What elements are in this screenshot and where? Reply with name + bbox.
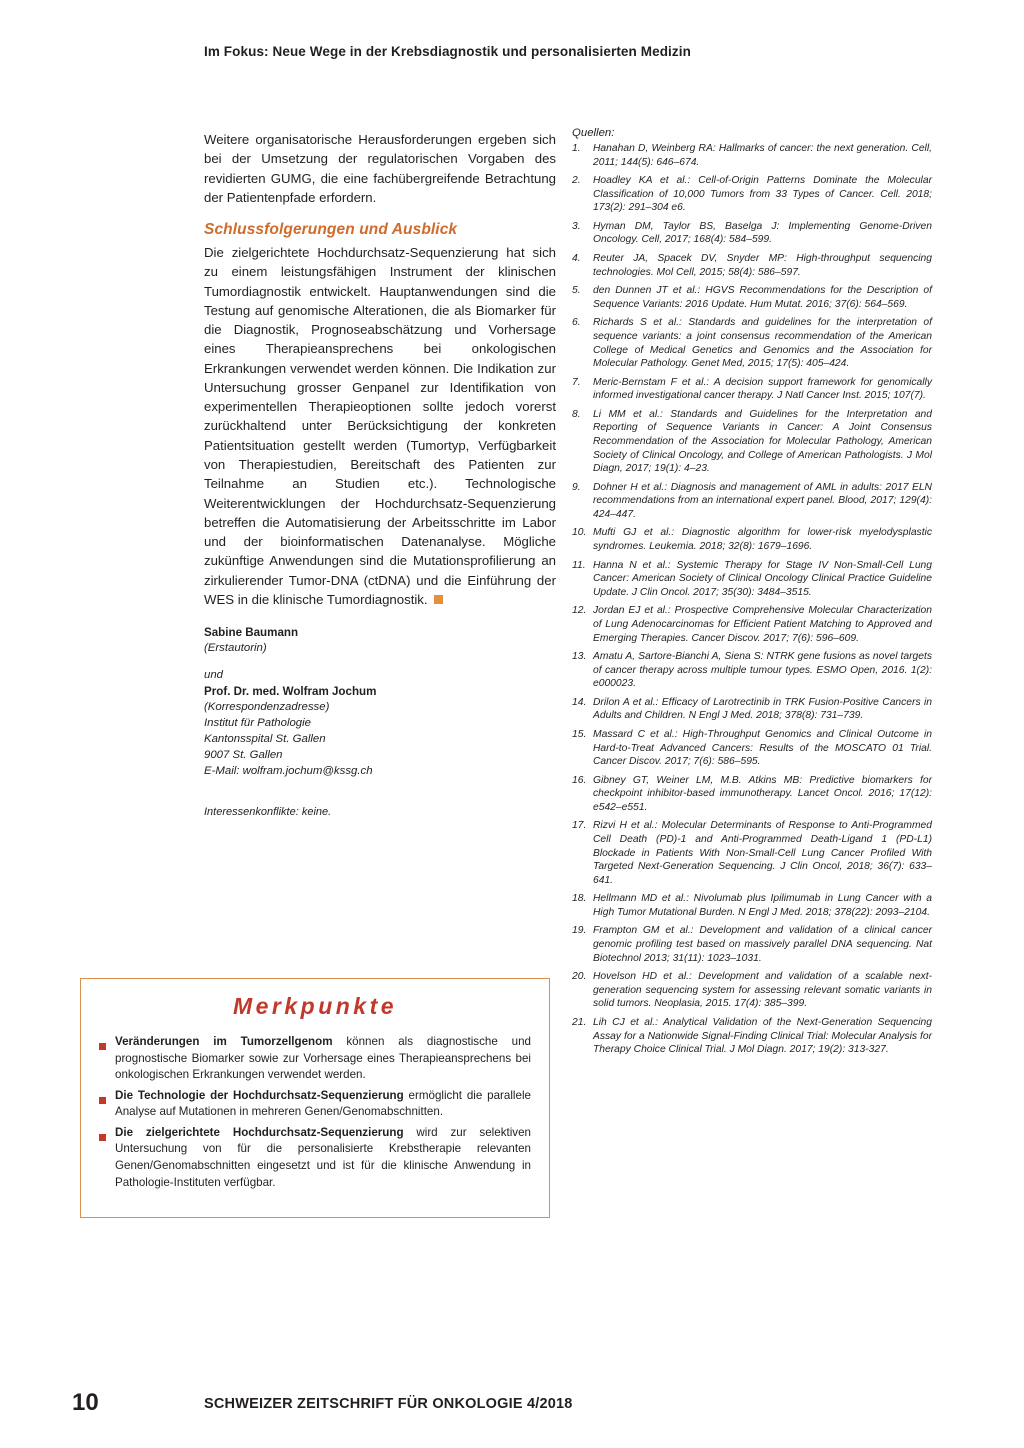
reference-text: Gibney GT, Weiner LM, M.B. Atkins MB: Predictive biomarkers for checkpoint inhibitor-based immunotherapy. Lancet Oncol. 2016; 17(12): e542–e551. bbox=[593, 774, 932, 813]
reference-text: Amatu A, Sartore-Bianchi A, Siena S: NTRK gene fusions as novel targets of cancer therapy across multiple tumour types. ESMO Open, 2016. 1(2): e000023. bbox=[593, 651, 932, 690]
reference-number: 3. bbox=[572, 220, 581, 232]
merkpunkte-text bbox=[115, 1034, 531, 1084]
journal-title-footer: SCHWEIZER ZEITSCHRIFT FÜR ONKOLOGIE 4/2018 bbox=[204, 1396, 573, 1412]
reference-number: 13. bbox=[572, 651, 587, 663]
reference-item bbox=[572, 728, 932, 769]
reference-text: Lih CJ et al.: Analytical Validation of the Next-Generation Sequencing Assay for a Nationwide Signal-Finding Clinical Trial: Molecular Analysis for Therapy Choice Clinical Trial. J Mol Diagn. 2017; 19(2): 313-327. bbox=[593, 1016, 932, 1056]
reference-text: Hovelson HD et al.: Development and validation of a scalable next-generation sequencing system for assessing relevant somatic variants in solid tumors. Neoplasia, 2015. 17(4): 385–399. bbox=[593, 971, 932, 1010]
reference-item bbox=[572, 481, 932, 522]
merkpunkte-text bbox=[115, 1125, 531, 1191]
reference-text: Dohner H et al.: Diagnosis and management of AML in adults: 2017 ELN recommendations from an international expert panel. Blood, 2017; 129(4): 424–447. bbox=[593, 481, 932, 520]
reference-text: Hanahan D, Weinberg RA: Hallmarks of cancer: the next generation. Cell, 2011; 144(5): 646–674. bbox=[593, 143, 932, 168]
reference-text: den Dunnen JT et al.: HGVS Recommendations for the Description of Sequence Variants: 2016 Update. Hum Mutat. 2016; 37(6): 564–569. bbox=[593, 285, 932, 310]
author-institute: Institut für Pathologie bbox=[204, 717, 312, 730]
reference-item bbox=[572, 696, 932, 723]
reference-item bbox=[572, 376, 932, 403]
conclusion-paragraph bbox=[204, 243, 556, 609]
square-bullet-icon bbox=[99, 1034, 115, 1084]
reference-list bbox=[572, 142, 932, 1057]
reference-number: 20. bbox=[572, 971, 587, 983]
merkpunkte-lead: Die zielgerichtete Hochdurchsatz-Sequenzierung bbox=[115, 1125, 404, 1139]
author-connector: und bbox=[204, 669, 224, 682]
reference-item bbox=[572, 252, 932, 279]
merkpunkte-body: können als diagnostische und prognostische Biomarker sowie zur Vorhersage eines Therapieansprechens bei onkologischen Erkrankungen verwendet werden. bbox=[115, 1035, 531, 1082]
reference-text: Rizvi H et al.: Molecular Determinants of Response to Anti-Programmed Cell Death (PD)-1 and Anti-Programmed Death-Ligand 1 (PD-L1) Blockade in Patients With Non-Small-Cell Lung Cancer Profiled With Targeted Next-Generation Sequencing. J Clin Oncol, 2018; 36(7): 633–641. bbox=[593, 820, 932, 886]
reference-item bbox=[572, 650, 932, 691]
reference-text: Meric-Bernstam F et al.: A decision support framework for genomically informed investigational cancer therapy. J Natl Cancer Inst. 2015; 107(7). bbox=[593, 376, 932, 402]
reference-text: Reuter JA, Spacek DV, Snyder MP: High-throughput sequencing technologies. Mol Cell, 2015; 58(4): 586–597. bbox=[593, 253, 932, 278]
reference-item bbox=[572, 284, 932, 311]
merkpunkte-title: Merkpunkte bbox=[232, 993, 398, 1019]
merkpunkte-item bbox=[99, 1125, 531, 1191]
reference-number: 9. bbox=[572, 481, 581, 493]
reference-item bbox=[572, 174, 932, 215]
references-heading: Quellen: bbox=[572, 127, 615, 139]
reference-text: Mufti GJ et al.: Diagnostic algorithm for lower-risk myelodysplastic syndromes. Leukemia. 2018; 32(8): 1679–1696. bbox=[593, 527, 932, 553]
merkpunkte-item bbox=[99, 1088, 531, 1121]
reference-text: Massard C et al.: High-Throughput Genomics and Clinical Outcome in Hard-to-Treat Advanced Cancers: Results of the MOSCATO 01 Trial. Cancer Discov. 2017; 7(6): 586–595. bbox=[593, 728, 932, 768]
reference-text: Hoadley KA et al.: Cell-of-Origin Patterns Dominate the Molecular Classification of 10,000 Tumors from 33 Types of Cancer. Cell. 2018; 173(2): 291–304 e6. bbox=[593, 175, 932, 214]
merkpunkte-text bbox=[115, 1088, 531, 1121]
reference-text: Hellmann MD et al.: Nivolumab plus Ipilimumab in Lung Cancer with a High Tumor Mutational Burden. N Engl J Med. 2018; 378(22): 2093–2104. bbox=[593, 893, 932, 918]
reference-number: 1. bbox=[572, 143, 581, 154]
merkpunkte-list bbox=[99, 1034, 531, 1191]
reference-number: 19. bbox=[572, 925, 587, 937]
reference-item bbox=[572, 526, 932, 553]
merkpunkte-item bbox=[99, 1034, 531, 1084]
reference-text: Drilon A et al.: Efficacy of Larotrectinib in TRK Fusion-Positive Cancers in Adults and Children. N Engl J Med. 2018; 378(8): 731–739. bbox=[593, 696, 932, 722]
reference-item bbox=[572, 970, 932, 1011]
corresponding-author-role: (Korrespondenzadresse) bbox=[204, 701, 330, 714]
reference-number: 21. bbox=[572, 1016, 587, 1028]
reference-number: 2. bbox=[572, 175, 581, 187]
merkpunkte-lead: Veränderungen im Tumorzellgenom bbox=[115, 1035, 333, 1048]
reference-number: 16. bbox=[572, 774, 587, 786]
reference-text: Frampton GM et al.: Development and validation of a clinical cancer genomic profiling test based on massively parallel DNA sequencing. Nat Biotechnol 2013; 31(11): 1023–1031. bbox=[593, 925, 932, 964]
end-of-article-square-icon bbox=[434, 595, 443, 604]
author-address: 9007 St. Gallen bbox=[204, 749, 283, 762]
reference-number: 4. bbox=[572, 253, 581, 265]
corresponding-author-name: Prof. Dr. med. Wolfram Jochum bbox=[204, 685, 377, 699]
reference-item bbox=[572, 1016, 932, 1057]
reference-item bbox=[572, 774, 932, 815]
author-block bbox=[204, 625, 556, 780]
reference-item bbox=[572, 892, 932, 919]
references-column bbox=[572, 127, 932, 1062]
intro-paragraph: Weitere organisatorische Herausforderungen ergeben sich bei der Umsetzung der regulatorischen Vorgaben des revidierten GUMG, die eine fachübergreifende Betrachtung der Patientenpfade erfordern. bbox=[204, 132, 556, 205]
first-author-role: (Erstautorin) bbox=[204, 642, 267, 655]
reference-number: 5. bbox=[572, 285, 581, 297]
reference-number: 18. bbox=[572, 893, 587, 905]
reference-item bbox=[572, 316, 932, 370]
reference-item bbox=[572, 604, 932, 645]
reference-item bbox=[572, 220, 932, 247]
reference-item bbox=[572, 142, 932, 169]
reference-number: 8. bbox=[572, 408, 581, 420]
merkpunkte-lead: Die Technologie der Hochdurchsatz-Sequenzierung bbox=[115, 1088, 404, 1102]
reference-text: Hanna N et al.: Systemic Therapy for Stage IV Non-Small-Cell Lung Cancer: American Society of Clinical Oncology Clinical Practice Guideline Update. J Clin Oncol. 2017; 35(30): 3484–3515. bbox=[593, 559, 932, 598]
reference-text: Jordan EJ et al.: Prospective Comprehensive Molecular Characterization of Lung Adenocarcinomas for Efficient Patient Matching to Approved and Emerging Therapies. Cancer Discov. 2017; 7(6): 596–609. bbox=[593, 605, 932, 644]
reference-item bbox=[572, 819, 932, 887]
merkpunkte-box bbox=[80, 978, 550, 1218]
page-number: 10 bbox=[72, 1389, 99, 1416]
author-spacer bbox=[204, 657, 556, 668]
conclusion-text: Die zielgerichtete Hochdurchsatz-Sequenzierung hat sich zu einem leistungsfähigen Instrument der klinischen Tumordiagnostik entwickelt. Hauptanwendungen sind die Testung auf genomische Alterationen, die als Biomarker für die Diagnostik, Prognoseabschätzung und Vorhersage eines Therapieansprechens bei onkologischen Erkrankungen verwendet werden können. Die Indikation zur Untersuchung grosser Genpanel zur Identifikation von experimentellen Therapieoptionen sollte jedoch vorerst zurückhaltend unter Berücksichtigung der konkreten Patientsituation gestellt werden (Tumortyp, Verfügbarkeit von Therapiestudien, Bereitschaft des Patienten zur Teilnahme an Studien etc.). Technologische Weiterentwicklungen der Hochdurchsatz-Sequenzierung betreffen die Automatisierung der Arbeitsschritte im Labor und der bioinformatischen Datenanalyse. Mögliche zukünftige Anwendungen sind die Mutationsprofilierung an zirkulierender Tumor-DNA (ctDNA) und die Einführung der WES in die klinische Tumordiagnostik. bbox=[204, 245, 556, 607]
reference-number: 6. bbox=[572, 317, 581, 329]
merkpunkte-body: wird zur selektiven Untersuchung von für die personalisierte Krebstherapie relevanten Genen/Genomabschnitten eingesetzt und ist für die klinische Anwendung in Pathologie-Instituten verfügbar. bbox=[115, 1125, 531, 1189]
reference-number: 15. bbox=[572, 728, 587, 740]
left-column bbox=[204, 130, 556, 818]
square-bullet-icon bbox=[99, 1125, 115, 1191]
reference-number: 17. bbox=[572, 820, 587, 832]
reference-item bbox=[572, 559, 932, 600]
reference-number: 10. bbox=[572, 527, 587, 539]
author-hospital: Kantonsspital St. Gallen bbox=[204, 733, 326, 746]
running-head: Im Fokus: Neue Wege in der Krebsdiagnostik und personalisierten Medizin bbox=[204, 44, 691, 59]
reference-text: Li MM et al.: Standards and Guidelines for the Interpretation and Reporting of Sequence Variants in Cancer: A Joint Consensus Recommendation of the Association for Molecular Pathology, American Society of Clinical Oncology, and College of American Pathologists. J Mol Diagn, 2017; 19(1): 4–23. bbox=[593, 408, 932, 475]
reference-number: 14. bbox=[572, 696, 587, 708]
first-author-name: Sabine Baumann bbox=[204, 626, 299, 640]
section-title: Schlussfolgerungen und Ausblick bbox=[204, 221, 458, 239]
reference-number: 7. bbox=[572, 376, 581, 388]
reference-number: 11. bbox=[572, 559, 586, 571]
merkpunkte-body: ermöglicht die parallele Analyse auf Mutationen in mehreren Genen/Genomabschnitten. bbox=[115, 1088, 531, 1119]
reference-item bbox=[572, 924, 932, 965]
square-bullet-icon bbox=[99, 1088, 115, 1121]
reference-text: Hyman DM, Taylor BS, Baselga J: Implementing Genome-Driven Oncology. Cell, 2017; 168(4): 584–599. bbox=[593, 220, 932, 246]
conflicts-of-interest: Interessenkonflikte: keine. bbox=[204, 806, 332, 819]
author-email[interactable]: E-Mail: wolfram.jochum@kssg.ch bbox=[204, 765, 373, 778]
reference-item bbox=[572, 408, 932, 476]
reference-text: Richards S et al.: Standards and guidelines for the interpretation of sequence variants: a joint consensus recommendation of the American College of Medical Genetics and Genomics and the Association for Molecular Pathology. Genet Med, 2015; 17(5): 405–424. bbox=[593, 317, 932, 370]
reference-number: 12. bbox=[572, 605, 587, 617]
